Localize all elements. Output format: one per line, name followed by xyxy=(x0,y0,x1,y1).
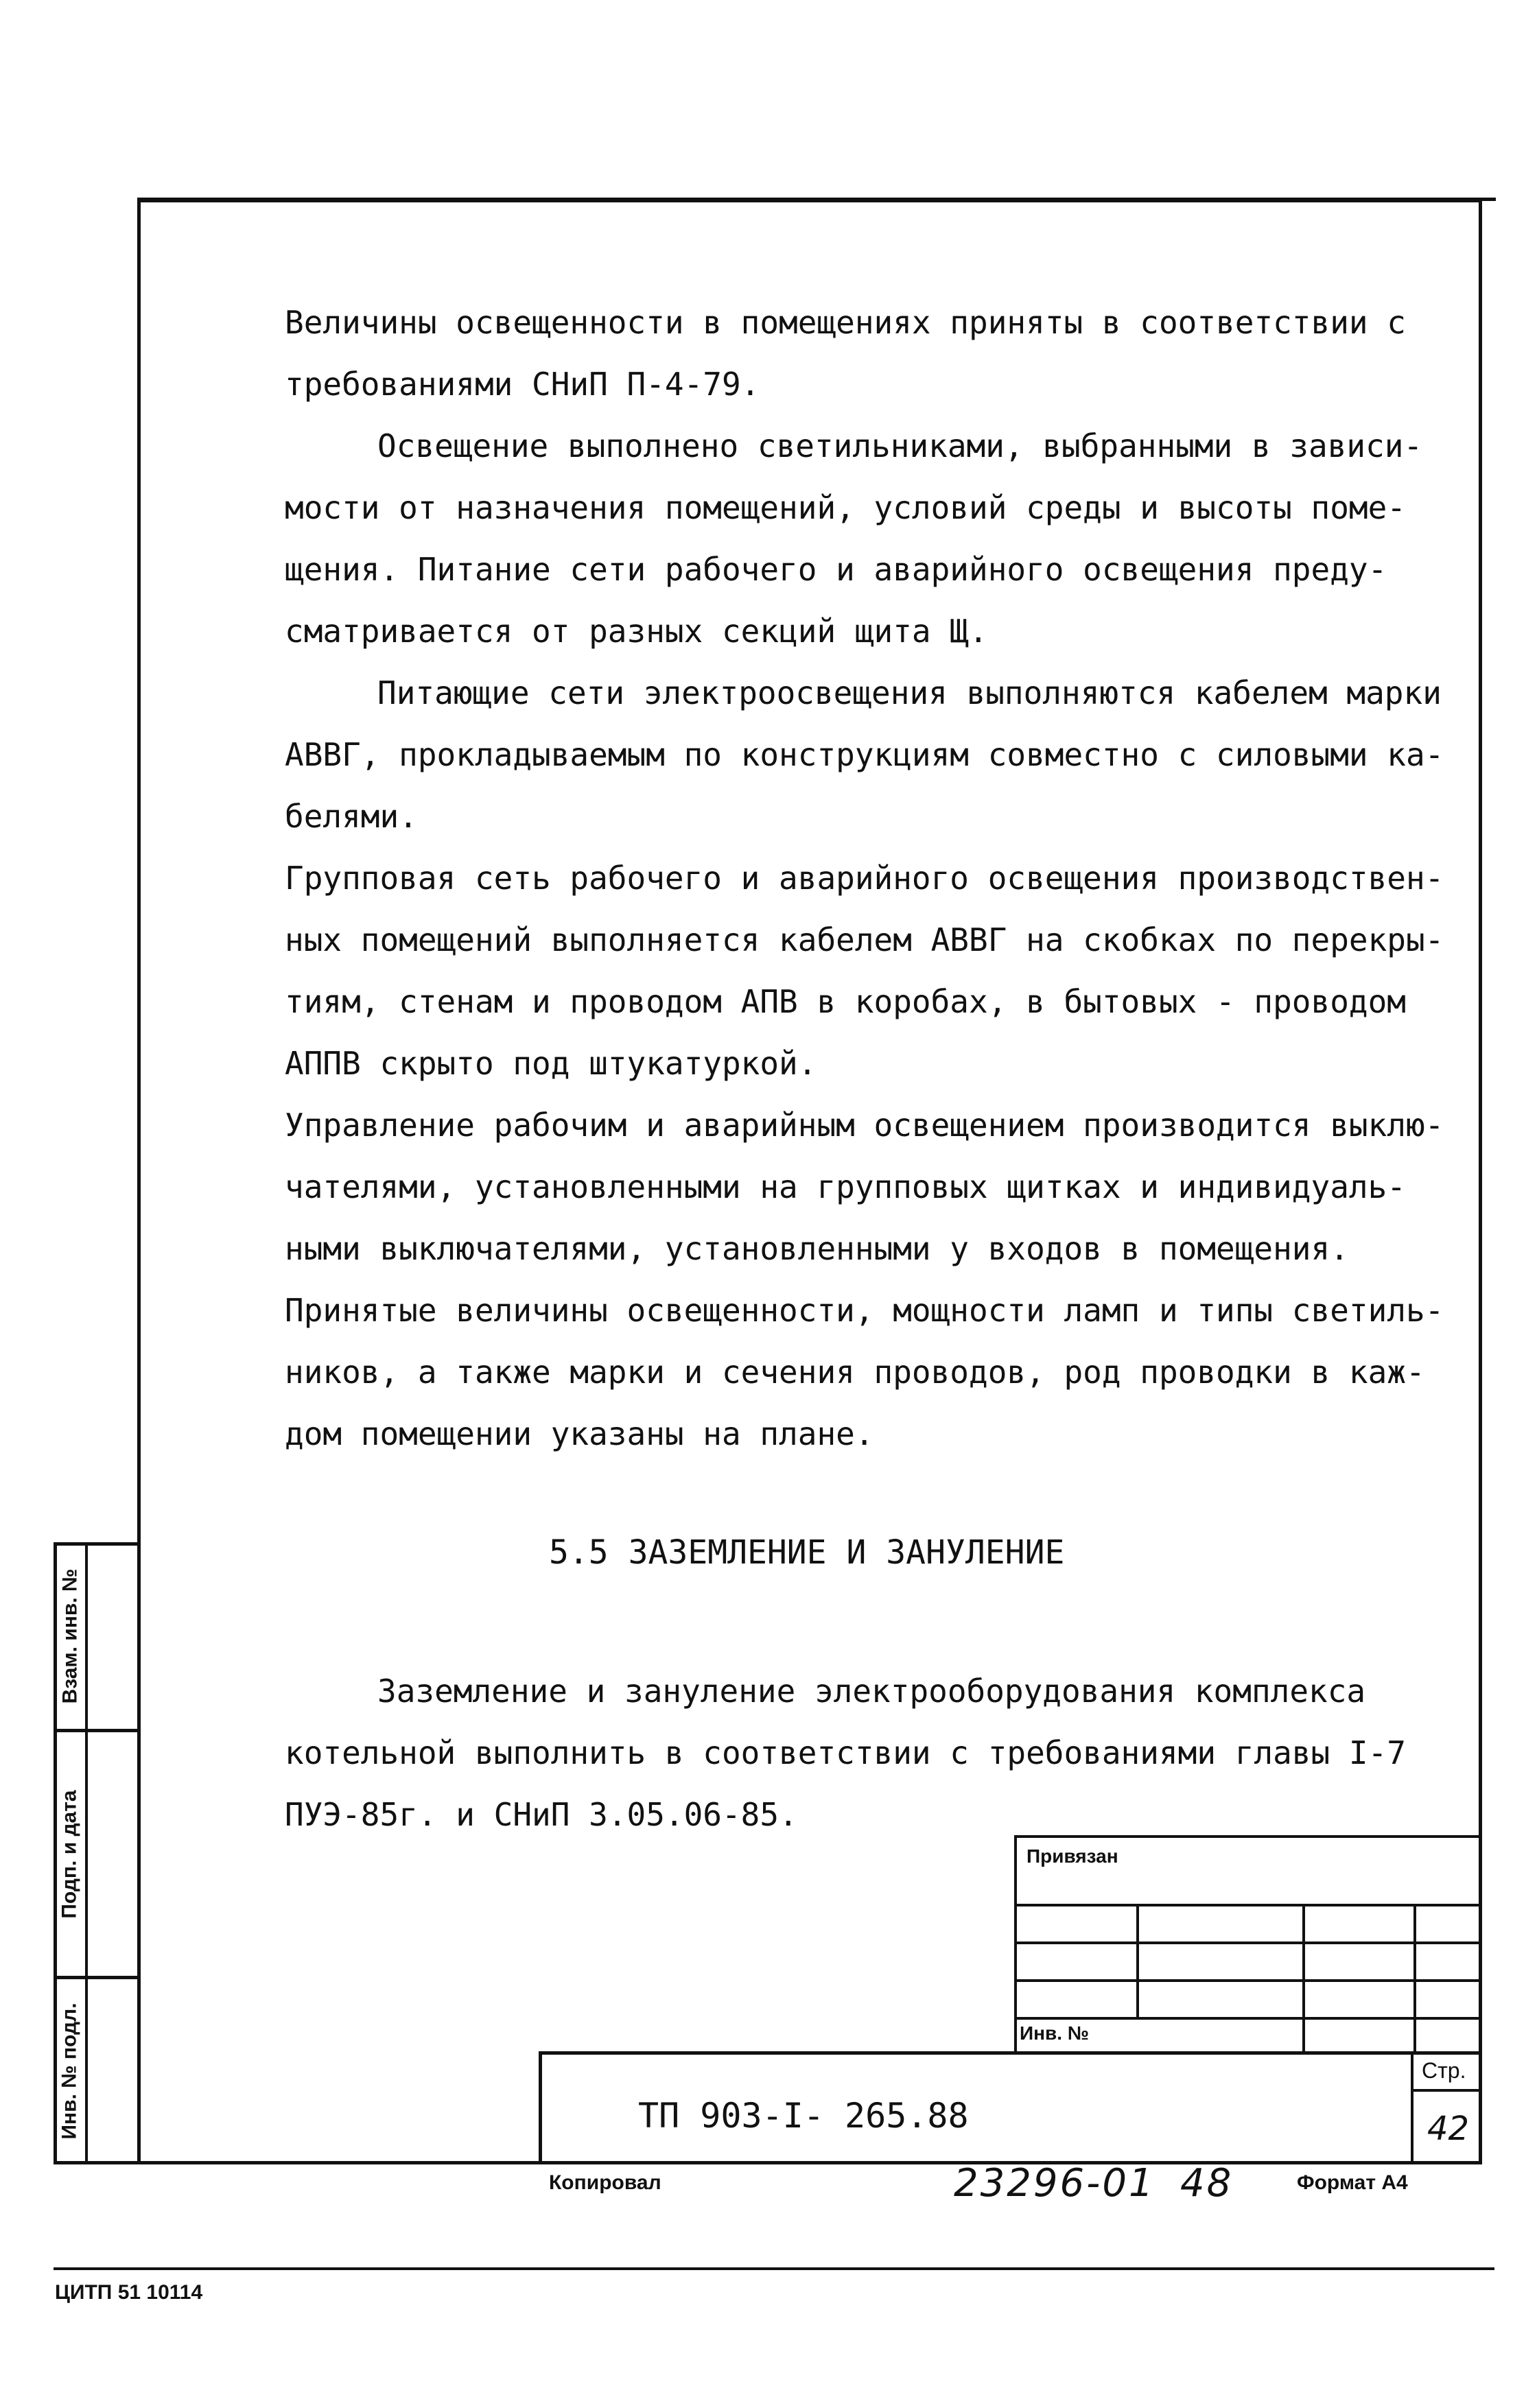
grid-line xyxy=(1411,2055,1413,2164)
text-line: чателями, установленными на групповых щитках и индивидуаль- xyxy=(285,1168,1406,1205)
side-stamp-inv: Инв. № подл. xyxy=(58,2003,81,2140)
text-line: котельной выполнить в соответствии с требованиями главы I-7 xyxy=(285,1734,1406,1771)
grid-line xyxy=(1014,2017,1482,2020)
text-line: дом помещении указаны на плане. xyxy=(285,1415,874,1452)
text-line: сматривается от разных секций щита Щ. xyxy=(285,613,988,650)
sheet-number: 42 xyxy=(1427,2110,1470,2148)
text-line: щения. Питание сети рабочего и аварийного освещения преду- xyxy=(285,551,1387,588)
grid-line xyxy=(1014,1941,1482,1944)
grid-line xyxy=(1014,1904,1482,1907)
bottom-code: ЦИТП 51 10114 xyxy=(55,2281,203,2304)
text-line: Величины освещенности в помещениях приняты в соответствии с xyxy=(285,304,1406,341)
inv-no-label: Инв. № xyxy=(1020,2022,1090,2044)
privyazan-label: Привязан xyxy=(1026,1845,1118,1867)
grid-line xyxy=(1413,1904,1416,2055)
handwritten-number: 48 xyxy=(1180,2161,1234,2206)
kopiroval-label: Копировал xyxy=(549,2171,661,2194)
frame-top-line xyxy=(137,198,1496,201)
grid-line xyxy=(1136,1904,1139,2017)
grid-line xyxy=(1302,1904,1305,2055)
text-line: ПУЭ-85г. и СНиП 3.05.06-85. xyxy=(285,1796,798,1833)
section-body xyxy=(285,1660,1451,1845)
text-line: Заземление и зануление электрооборудования комплекса xyxy=(377,1673,1366,1710)
text-line: ными выключателями, установленными у входов в помещения. xyxy=(285,1230,1349,1267)
body-text xyxy=(285,292,1451,1465)
handwritten-code: 23296-01 xyxy=(954,2161,1155,2206)
text-line: белями. xyxy=(285,798,418,835)
text-line: Принятые величины освещенности, мощности ламп и типы светиль- xyxy=(285,1292,1444,1329)
text-line: АППВ скрыто под штукатуркой. xyxy=(285,1045,817,1082)
text-line: требованиями СНиП П-4-79. xyxy=(285,366,760,403)
text-line: Питающие сети электроосвещения выполняются кабелем марки xyxy=(377,674,1442,711)
format-label: Формат А4 xyxy=(1297,2171,1408,2194)
document-code: ТП 903-I- 265.88 xyxy=(638,2096,969,2136)
text-line: Управление рабочим и аварийным освещением производится выклю- xyxy=(285,1107,1444,1144)
grid-line xyxy=(1014,1979,1482,1982)
text-line: Освещение выполнено светильниками, выбранными в зависи- xyxy=(377,427,1423,464)
side-stamp-podp: Подп. и дата xyxy=(58,1789,81,1919)
text-line: Групповая сеть рабочего и аварийного освещения производствен- xyxy=(285,860,1444,897)
title-block-privyazan xyxy=(1014,1835,1482,2055)
text-line: тиям, стенам и проводом АПВ в коробах, в бытовых - проводом xyxy=(285,983,1406,1020)
side-stamp-vzam: Взам. инв. № xyxy=(58,1568,82,1704)
grid-line xyxy=(1411,2089,1482,2092)
bottom-rule xyxy=(54,2267,1494,2270)
sheet-label: Стр. xyxy=(1422,2058,1466,2083)
text-line: ных помещений выполняется кабелем АВВГ на скобках по перекры- xyxy=(285,921,1444,958)
text-line: АВВГ, прокладываемым по конструкциям совместно с силовыми ка- xyxy=(285,736,1444,773)
text-line: мости от назначения помещений, условий среды и высоты поме- xyxy=(285,489,1406,526)
text-line: ников, а также марки и сечения проводов, род проводки в каж- xyxy=(285,1354,1425,1391)
section-title: 5.5 ЗАЗЕМЛЕНИЕ И ЗАНУЛЕНИЕ xyxy=(549,1533,1065,1572)
